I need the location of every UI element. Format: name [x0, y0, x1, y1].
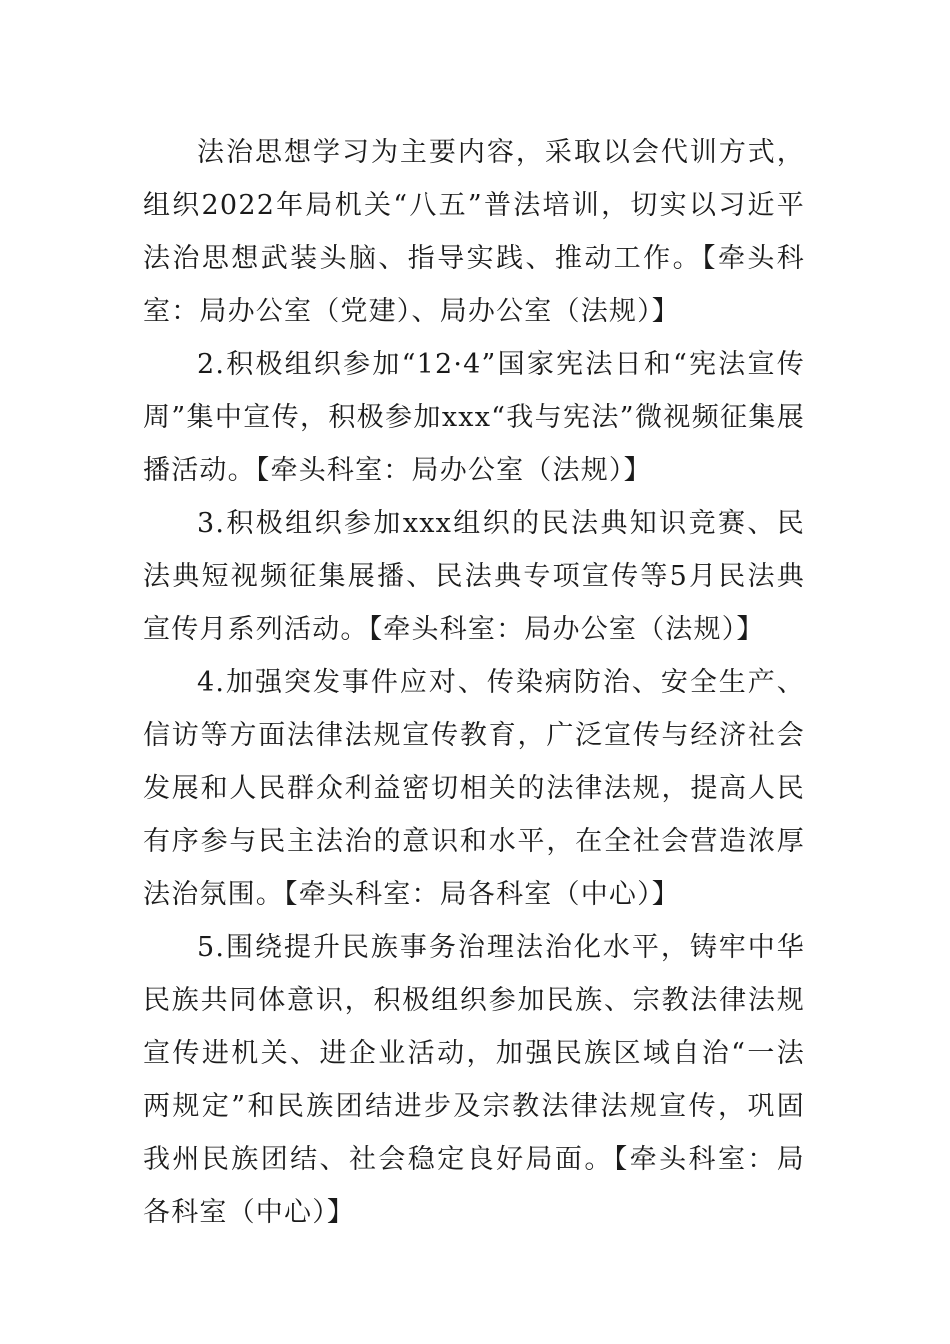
paragraph-item-4: 4.加强突发事件应对、传染病防治、安全生产、信访等方面法律法规宣传教育，广泛宣传与经济社会发展和人民群众利益密切相关的法律法规，提高人民有序参与民主法治的意识和水平，在全社会营造浓厚法治氛围。【牵头科室：局各科室（中心）】	[143, 667, 805, 910]
document-body	[143, 126, 805, 1239]
paragraph-item-2: 2.积极组织参加“12·4”国家宪法日和“宪法宣传周”集中宣传，积极参加xxx“我与宪法”微视频征集展播活动。【牵头科室：局办公室（法规）】	[143, 349, 805, 486]
paragraph-continuation: 法治思想学习为主要内容，采取以会代训方式，组织2022年局机关“八五”普法培训，切实以习近平法治思想武装头脑、指导实践、推动工作。【牵头科室：局办公室（党建）、局办公室（法规）】	[143, 137, 805, 327]
paragraph-item-5: 5.围绕提升民族事务治理法治化水平，铸牢中华民族共同体意识，积极组织参加民族、宗教法律法规宣传进机关、进企业活动，加强民族区域自治“一法两规定”和民族团结进步及宗教法律法规宣传，巩固我州民族团结、社会稳定良好局面。【牵头科室：局各科室（中心）】	[143, 932, 805, 1228]
paragraph-item-3: 3.积极组织参加xxx组织的民法典知识竞赛、民法典短视频征集展播、民法典专项宣传等5月民法典宣传月系列活动。【牵头科室：局办公室（法规）】	[143, 508, 805, 645]
